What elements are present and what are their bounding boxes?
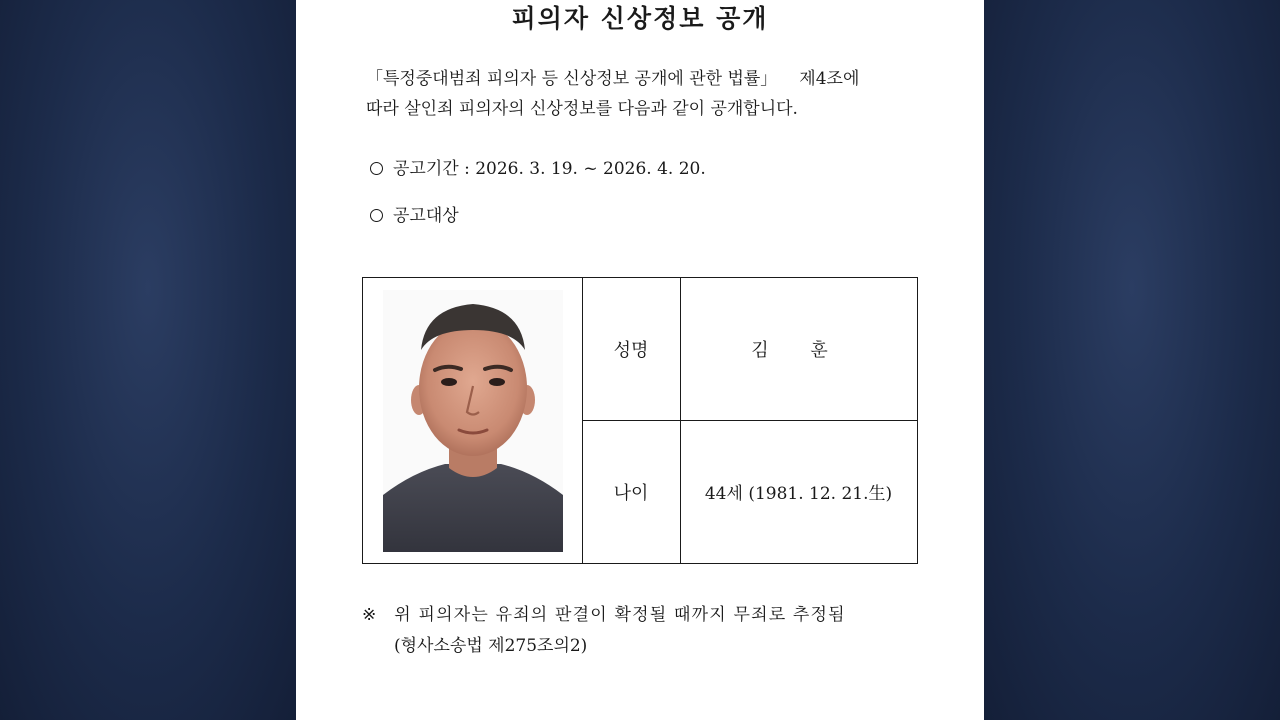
suspect-photo [383, 290, 563, 552]
disclosure-document [296, 0, 984, 720]
background-left [0, 0, 296, 720]
notice-target-row [370, 204, 459, 228]
law-name: 「특정중대범죄 피의자 등 신상정보 공개에 관한 법률」 [366, 69, 778, 89]
intro-line-1 [366, 68, 918, 90]
document-title: 피의자 신상정보 공개 [511, 4, 769, 33]
background-right [984, 0, 1280, 720]
presumption-text: 위 피의자는 유죄의 판결이 확정될 때까지 무죄로 추정됨 [394, 605, 846, 625]
name-value: 김 훈 [751, 340, 846, 361]
age-value: 44세 (1981. 12. 21.生) [704, 484, 893, 504]
name-label: 성명 [613, 340, 649, 361]
notice-target: 공고대상 [393, 206, 459, 226]
age-label: 나이 [613, 482, 649, 504]
reference-mark: ※ [362, 605, 377, 625]
circle-bullet-icon [370, 209, 383, 222]
notice-period: 공고기간 : 2026. 3. 19. ~ 2026. 4. 20. [393, 159, 706, 179]
suspect-info-table [362, 277, 918, 564]
law-article: 제4조에 [799, 69, 860, 89]
legal-reference: (형사소송법 제275조의2) [394, 636, 588, 656]
notice-period-row [370, 157, 706, 181]
presumption-note [362, 603, 918, 627]
intro-line-2: 따라 살인죄 피의자의 신상정보를 다음과 같이 공개합니다. [366, 99, 798, 119]
circle-bullet-icon [370, 162, 383, 175]
